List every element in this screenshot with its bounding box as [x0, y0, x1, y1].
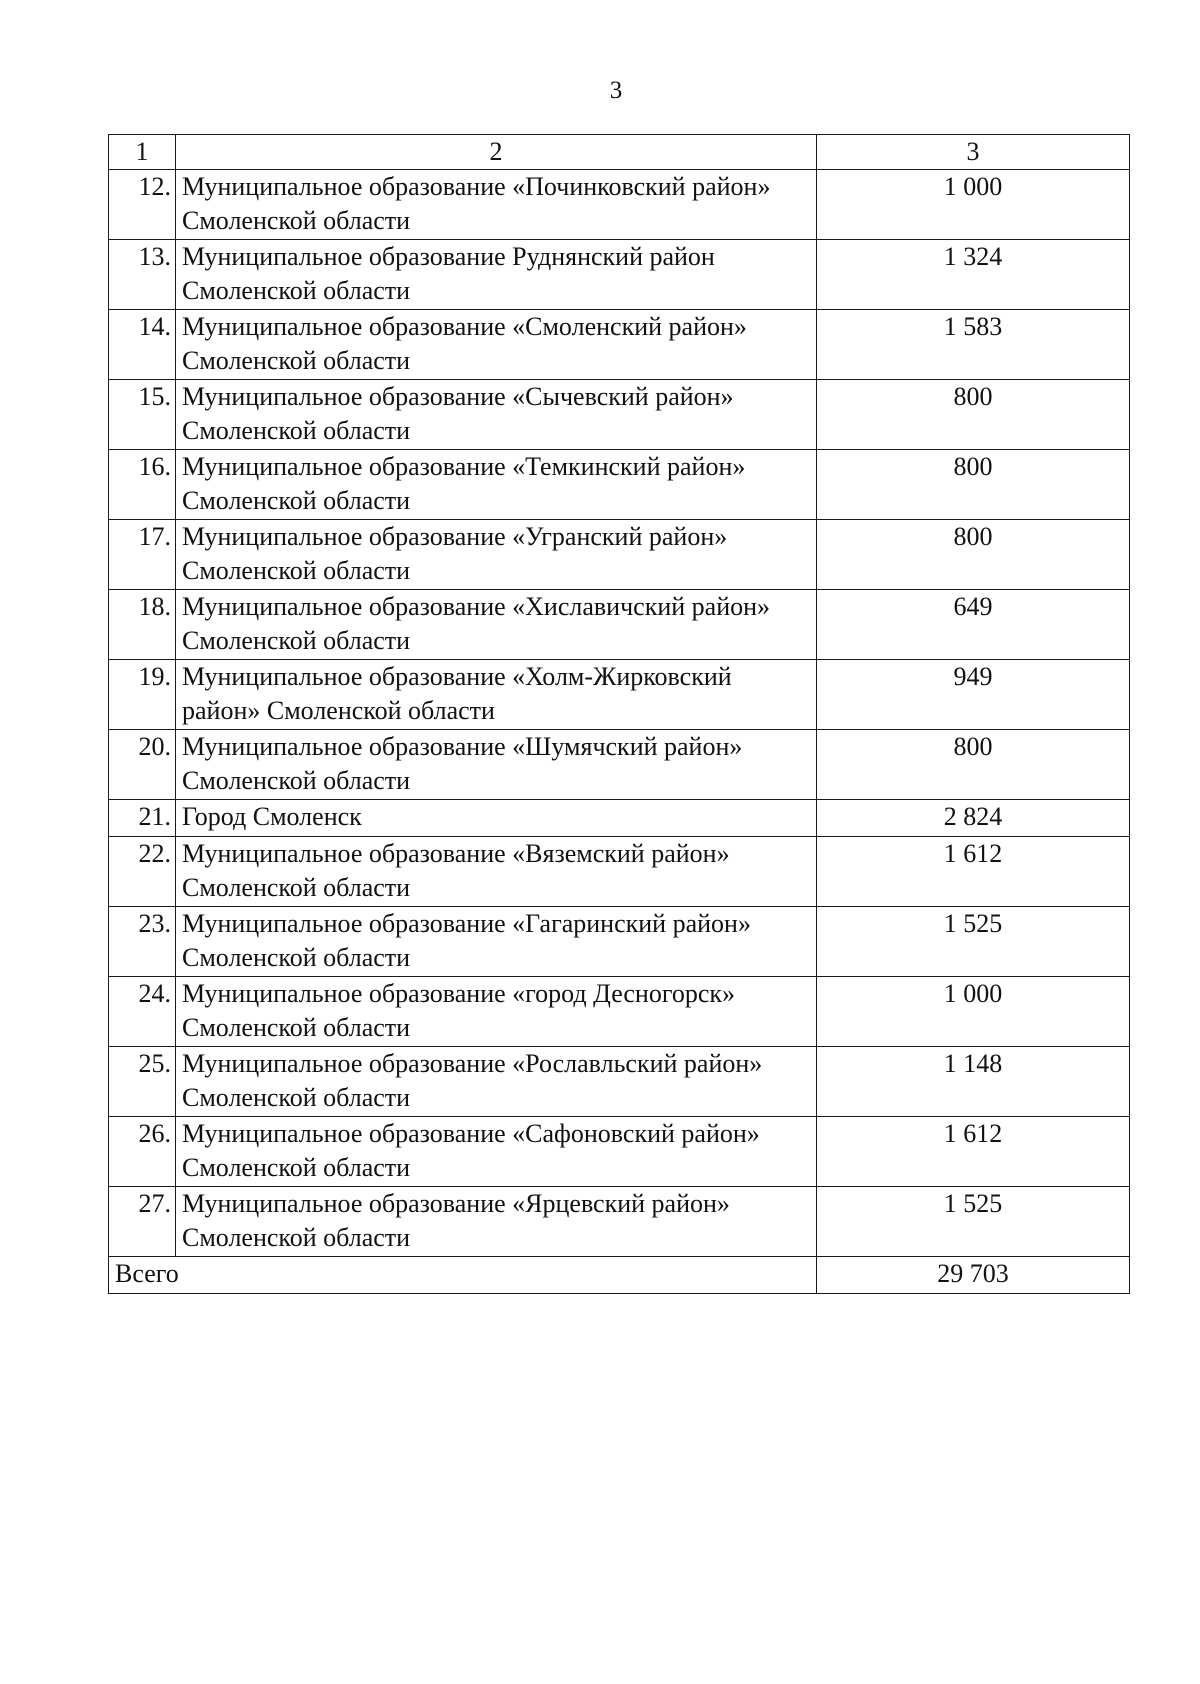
allocation-value: 1 000: [817, 977, 1130, 1047]
allocation-value: 800: [817, 520, 1130, 590]
table-row: [109, 590, 1130, 660]
row-number: 19.: [109, 660, 176, 730]
total-row: [109, 1257, 1130, 1294]
table-row: [109, 240, 1130, 310]
page-number: 3: [609, 77, 623, 104]
municipality-name: Муниципальное образование «Смоленский район» Смоленской области: [176, 310, 817, 380]
municipality-name: Муниципальное образование «Рославльский район» Смоленской области: [176, 1047, 817, 1117]
table-row: [109, 800, 1130, 837]
table-row: [109, 380, 1130, 450]
municipality-name: Муниципальное образование «Вяземский район» Смоленской области: [176, 837, 817, 907]
municipality-name: Муниципальное образование «Угранский район» Смоленской области: [176, 520, 817, 590]
row-number: 14.: [109, 310, 176, 380]
allocation-value: 1 000: [817, 170, 1130, 240]
allocation-value: 800: [817, 730, 1130, 800]
row-number: 26.: [109, 1117, 176, 1187]
municipality-name: Муниципальное образование «Шумячский район» Смоленской области: [176, 730, 817, 800]
municipality-name: Муниципальное образование «Холм-Жирковский район» Смоленской области: [176, 660, 817, 730]
table-row: [109, 310, 1130, 380]
row-number: 12.: [109, 170, 176, 240]
row-number: 25.: [109, 1047, 176, 1117]
row-number: 18.: [109, 590, 176, 660]
allocation-value: 800: [817, 450, 1130, 520]
municipality-name: Муниципальное образование «Гагаринский район» Смоленской области: [176, 907, 817, 977]
column-header: 3: [817, 135, 1130, 170]
table-row: [109, 660, 1130, 730]
table-row: [109, 837, 1130, 907]
row-number: 21.: [109, 800, 176, 837]
table-row: [109, 730, 1130, 800]
municipality-name: Муниципальное образование Руднянский район Смоленской области: [176, 240, 817, 310]
row-number: 17.: [109, 520, 176, 590]
row-number: 23.: [109, 907, 176, 977]
table-row: [109, 1047, 1130, 1117]
row-number: 24.: [109, 977, 176, 1047]
municipality-name: Муниципальное образование «город Десногорск» Смоленской области: [176, 977, 817, 1047]
allocation-value: 649: [817, 590, 1130, 660]
table-row: [109, 1187, 1130, 1257]
allocation-value: 1 525: [817, 907, 1130, 977]
allocation-value: 2 824: [817, 800, 1130, 837]
municipality-name: Город Смоленск: [176, 800, 817, 837]
column-header: 1: [109, 135, 176, 170]
allocation-value: 1 612: [817, 837, 1130, 907]
row-number: 13.: [109, 240, 176, 310]
table-row: [109, 520, 1130, 590]
allocation-value: 1 525: [817, 1187, 1130, 1257]
column-header: 2: [176, 135, 817, 170]
table-row: [109, 977, 1130, 1047]
row-number: 27.: [109, 1187, 176, 1257]
row-number: 22.: [109, 837, 176, 907]
allocation-value: 1 612: [817, 1117, 1130, 1187]
table-row: [109, 907, 1130, 977]
row-number: 15.: [109, 380, 176, 450]
municipality-name: Муниципальное образование «Хиславичский район» Смоленской области: [176, 590, 817, 660]
municipality-name: Муниципальное образование «Ярцевский район» Смоленской области: [176, 1187, 817, 1257]
municipality-name: Муниципальное образование «Сычевский район» Смоленской области: [176, 380, 817, 450]
total-label: Всего: [109, 1257, 817, 1294]
allocation-value: 949: [817, 660, 1130, 730]
allocation-value: 800: [817, 380, 1130, 450]
table-row: [109, 170, 1130, 240]
table-header-row: [109, 135, 1130, 170]
allocation-value: 1 324: [817, 240, 1130, 310]
row-number: 20.: [109, 730, 176, 800]
municipality-name: Муниципальное образование «Темкинский район» Смоленской области: [176, 450, 817, 520]
municipality-name: Муниципальное образование «Сафоновский район» Смоленской области: [176, 1117, 817, 1187]
total-value: 29 703: [817, 1257, 1130, 1294]
table-row: [109, 1117, 1130, 1187]
allocation-value: 1 148: [817, 1047, 1130, 1117]
municipality-name: Муниципальное образование «Починковский район» Смоленской области: [176, 170, 817, 240]
row-number: 16.: [109, 450, 176, 520]
table-row: [109, 450, 1130, 520]
allocation-value: 1 583: [817, 310, 1130, 380]
allocation-table: [108, 134, 1130, 1294]
